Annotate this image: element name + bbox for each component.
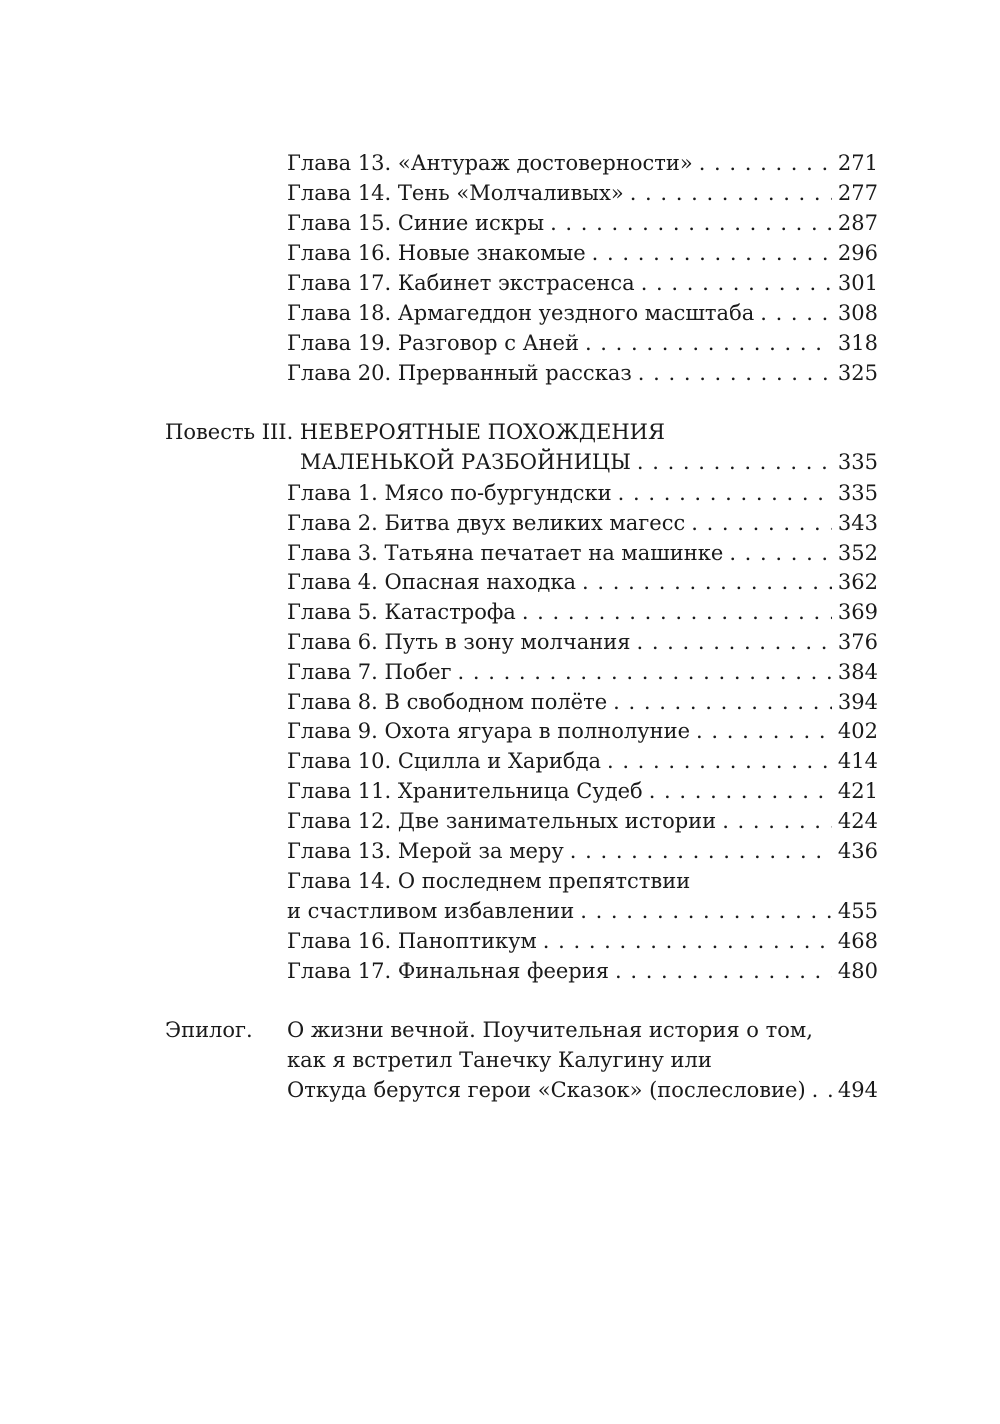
dot-leader — [543, 926, 832, 956]
toc-entry-label-line1: Глава 14. О последнем препятствии — [287, 869, 691, 893]
epilogue-line1: О жизни вечной. Поучительная история о том, — [287, 1018, 813, 1042]
epilogue-line3: Откуда берутся герои «Сказок» (послесловие) — [287, 1078, 806, 1102]
toc-entry-page: 421 — [837, 779, 878, 803]
toc-entry-page: 352 — [837, 541, 878, 565]
toc-entry-label: Глава 15. Синие искры — [287, 211, 545, 235]
toc-entry-page: 480 — [837, 959, 878, 983]
epilogue-label: Эпилог. — [165, 1018, 253, 1042]
toc-entry — [287, 538, 878, 568]
part-heading-line2: МАЛЕНЬКОЙ РАЗБОЙНИЦЫ — [300, 450, 631, 474]
part-heading-page: 335 — [837, 450, 878, 474]
toc-entry-page: 362 — [837, 570, 878, 594]
toc-entry-label: Глава 1. Мясо по-бургундски — [287, 481, 612, 505]
dot-leader — [585, 328, 832, 358]
dot-leader — [696, 716, 832, 746]
toc-entry — [287, 956, 878, 986]
toc-entry-label: Глава 17. Кабинет экстрасенса — [287, 271, 635, 295]
toc-entry — [287, 478, 878, 508]
part-heading-entry — [300, 447, 878, 477]
dot-leader — [638, 358, 832, 388]
toc-entry-page: 287 — [837, 211, 878, 235]
toc-entry — [287, 836, 878, 866]
toc-entry-page: 318 — [837, 331, 878, 355]
toc-entry-label: Глава 14. Тень «Молчаливых» — [287, 181, 624, 205]
toc-entry-label: Глава 3. Татьяна печатает на машинке — [287, 541, 724, 565]
toc-entry — [287, 178, 878, 208]
dot-leader — [615, 956, 832, 986]
toc-entry — [287, 776, 878, 806]
toc-entry-label: Глава 2. Битва двух великих магесс — [287, 511, 686, 535]
toc-entry — [287, 806, 878, 836]
dot-leader — [729, 538, 832, 568]
toc-entry — [287, 716, 878, 746]
epilogue-line2: как я встретил Танечку Калугину или — [287, 1048, 712, 1072]
dot-leader — [592, 238, 832, 268]
toc-entry — [287, 268, 878, 298]
toc-entry-page: 468 — [837, 929, 878, 953]
toc-entry — [287, 926, 878, 956]
dot-leader — [760, 298, 832, 328]
dot-leader — [582, 567, 832, 597]
toc-entry — [287, 746, 878, 776]
toc-entry-page: 301 — [837, 271, 878, 295]
toc-entry-label: Глава 8. В свободном полёте — [287, 690, 608, 714]
toc-entry-page: 296 — [837, 241, 878, 265]
toc-entry-label: Глава 10. Сцилла и Харибда — [287, 749, 601, 773]
toc-entry-label: Глава 4. Опасная находка — [287, 570, 577, 594]
toc-entry — [287, 508, 878, 538]
toc-entry — [287, 597, 878, 627]
toc-entry-label: Глава 5. Катастрофа — [287, 600, 516, 624]
toc-entry-page: 455 — [837, 899, 878, 923]
toc-entry — [287, 238, 878, 268]
toc-entry-page: 343 — [837, 511, 878, 535]
toc-entry-label: Глава 20. Прерванный рассказ — [287, 361, 632, 385]
toc-entry — [287, 687, 878, 717]
toc-entry — [287, 896, 878, 926]
toc-entry-label: Глава 16. Новые знакомые — [287, 241, 586, 265]
toc-entry — [287, 567, 878, 597]
toc-entry — [287, 1075, 878, 1105]
toc-entry-page: 369 — [837, 600, 878, 624]
dot-leader — [641, 268, 832, 298]
toc-entry-label: Глава 18. Армагеддон уездного масштаба — [287, 301, 755, 325]
toc-entry-page: 402 — [837, 719, 878, 743]
toc-entry-page: 424 — [837, 809, 878, 833]
dot-leader — [812, 1075, 832, 1105]
dot-leader — [722, 806, 832, 836]
dot-leader — [522, 597, 832, 627]
dot-leader — [699, 148, 832, 178]
toc-entry-label: Глава 9. Охота ягуара в полнолуние — [287, 719, 691, 743]
toc-entry-label: Глава 13. «Антураж достоверности» — [287, 151, 693, 175]
toc-entry-label: Глава 6. Путь в зону молчания — [287, 630, 631, 654]
toc-entry-page: 376 — [837, 630, 878, 654]
dot-leader — [607, 746, 832, 776]
dot-leader — [550, 208, 832, 238]
toc-entry-page: 414 — [837, 749, 878, 773]
toc-entry-label: Глава 11. Хранительница Судеб — [287, 779, 643, 803]
toc-entry-label: Глава 16. Паноптикум — [287, 929, 537, 953]
toc-entry-label: Глава 17. Финальная феерия — [287, 959, 609, 983]
dot-leader — [649, 776, 832, 806]
toc-entry-page: 325 — [837, 361, 878, 385]
dot-leader — [458, 657, 832, 687]
toc-entry-label: Глава 7. Побег — [287, 660, 452, 684]
toc-entry-page: 394 — [837, 690, 878, 714]
toc-entry-page: 335 — [837, 481, 878, 505]
toc-entry-label-line2: и счастливом избавлении — [287, 899, 575, 923]
toc-entry — [287, 328, 878, 358]
dot-leader — [613, 687, 832, 717]
toc-entry — [287, 358, 878, 388]
toc-entry — [287, 148, 878, 178]
dot-leader — [636, 627, 831, 657]
toc-entry-label: Глава 13. Мерой за меру — [287, 839, 564, 863]
toc-entry-page: 384 — [837, 660, 878, 684]
toc-entry-page: 308 — [837, 301, 878, 325]
toc-entry-label: Глава 19. Разговор с Аней — [287, 331, 579, 355]
dot-leader — [580, 896, 832, 926]
toc-entry — [287, 657, 878, 687]
toc-entry-page: 494 — [837, 1078, 878, 1102]
toc-entry-page: 277 — [837, 181, 878, 205]
dot-leader — [570, 836, 832, 866]
dot-leader — [618, 478, 832, 508]
toc-entry — [287, 208, 878, 238]
dot-leader — [691, 508, 832, 538]
dot-leader — [630, 178, 832, 208]
toc-entry-label: Глава 12. Две занимательных истории — [287, 809, 717, 833]
dot-leader — [637, 447, 832, 477]
toc-entry — [287, 627, 878, 657]
part-heading-line1: Повесть III. НЕВЕРОЯТНЫЕ ПОХОЖДЕНИЯ — [165, 420, 665, 444]
toc-entry-page: 436 — [837, 839, 878, 863]
toc-entry-page: 271 — [837, 151, 878, 175]
toc-entry — [287, 298, 878, 328]
